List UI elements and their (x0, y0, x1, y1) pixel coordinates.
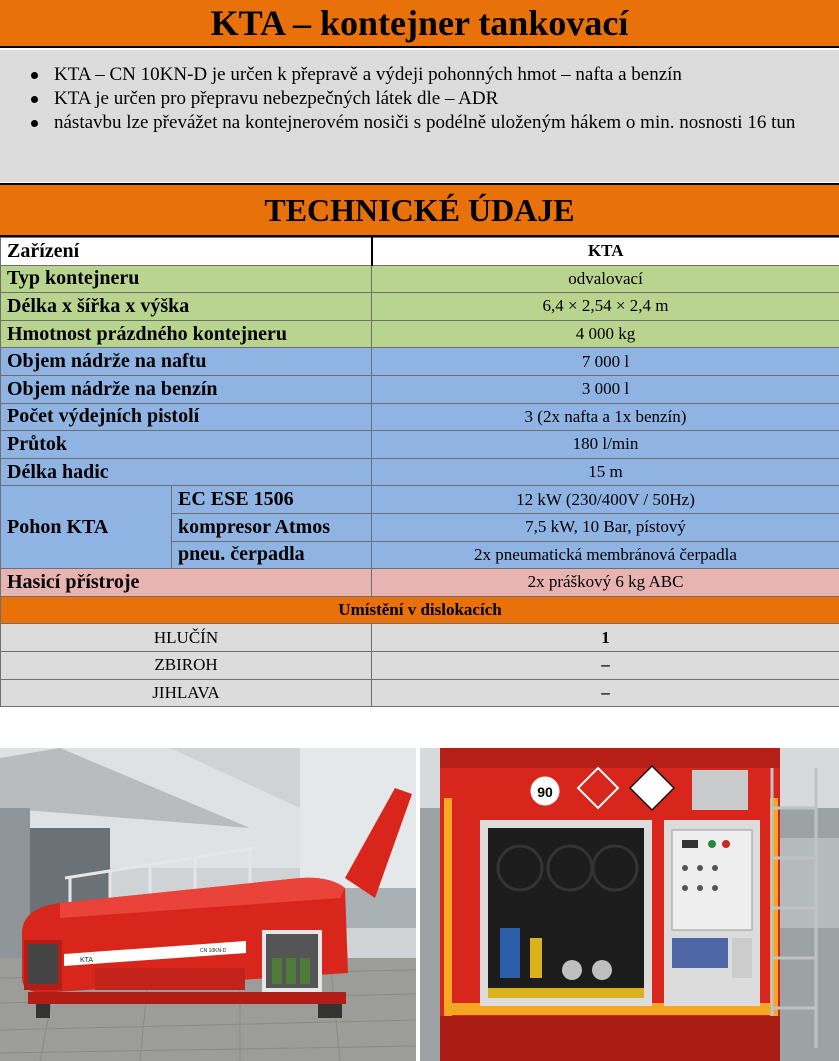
title-bar (0, 0, 839, 48)
row-label: Délka x šířka x výška (1, 293, 372, 321)
row-value: 6,4 × 2,54 × 2,4 m (372, 293, 839, 321)
table-row (1, 375, 839, 403)
location-name: HLUČÍN (1, 624, 372, 652)
header-value: KTA (372, 238, 839, 266)
speed-limit-badge: 90 (537, 784, 553, 800)
tank-label: KTA (80, 957, 94, 964)
tank-code: CN 10KN-D (200, 948, 227, 954)
location-count: 1 (372, 624, 839, 652)
row-label: Typ kontejneru (1, 265, 372, 293)
row-label: Délka hadic (1, 458, 372, 486)
pohon-item-name: kompresor Atmos (172, 513, 372, 541)
intro-bullet: KTA – CN 10KN-D je určen k přepravě a výdeji pohonných hmot – nafta a benzín (28, 64, 829, 86)
technical-data-title: TECHNICKÉ ÚDAJE (264, 191, 575, 228)
table-row (1, 293, 839, 321)
header-label: Zařízení (1, 238, 372, 266)
location-row (1, 624, 839, 652)
intro-list (28, 64, 829, 134)
pohon-item-name: pneu. čerpadla (172, 541, 372, 569)
row-label: Hasicí přístroje (1, 569, 372, 597)
location-name: ZBIROH (1, 651, 372, 679)
location-name: JIHLAVA (1, 679, 372, 707)
row-label: Počet výdejních pistolí (1, 403, 372, 431)
table-row (1, 320, 839, 348)
table-row (1, 458, 839, 486)
location-count: – (372, 679, 839, 707)
row-value: 2x práškový 6 kg ABC (372, 569, 839, 597)
table-row (1, 348, 839, 376)
locations-title: Umístění v dislokacích (1, 596, 839, 624)
pohon-label: Pohon KTA (1, 486, 172, 569)
row-value: 7 000 l (372, 348, 839, 376)
row-label: Hmotnost prázdného kontejneru (1, 320, 372, 348)
table-row (1, 569, 839, 597)
intro-bullet: nástavbu lze převážet na kontejnerovém nosiči s podélně uloženým hákem o min. nosnosti 16 tun (28, 112, 829, 134)
locations-header-row (1, 596, 839, 624)
pohon-item-value: 2x pneumatická membránová čerpadla (372, 541, 839, 569)
intro-section (0, 50, 839, 182)
intro-bullet: KTA je určen pro přepravu nebezpečných látek dle – ADR (28, 88, 829, 110)
row-value: 180 l/min (372, 431, 839, 459)
row-value: 3 000 l (372, 375, 839, 403)
location-row (1, 679, 839, 707)
table-row (1, 265, 839, 293)
location-row (1, 651, 839, 679)
row-value: 15 m (372, 458, 839, 486)
location-count: – (372, 651, 839, 679)
pohon-item-value: 7,5 kW, 10 Bar, pístový (372, 513, 839, 541)
table-row (1, 486, 839, 514)
photo-container-side (0, 748, 416, 1061)
spec-table (0, 237, 839, 707)
table-row (1, 403, 839, 431)
technical-data-header (0, 183, 839, 237)
page-title: KTA – kontejner tankovací (210, 3, 629, 43)
row-value: 3 (2x nafta a 1x benzín) (372, 403, 839, 431)
photo-container-rear (420, 748, 839, 1061)
row-label: Objem nádrže na naftu (1, 348, 372, 376)
pohon-item-name: EC ESE 1506 (172, 486, 372, 514)
row-label: Průtok (1, 431, 372, 459)
pohon-item-value: 12 kW (230/400V / 50Hz) (372, 486, 839, 514)
row-value: odvalovací (372, 265, 839, 293)
table-header-row (1, 238, 839, 266)
row-value: 4 000 kg (372, 320, 839, 348)
row-label: Objem nádrže na benzín (1, 375, 372, 403)
table-row (1, 431, 839, 459)
